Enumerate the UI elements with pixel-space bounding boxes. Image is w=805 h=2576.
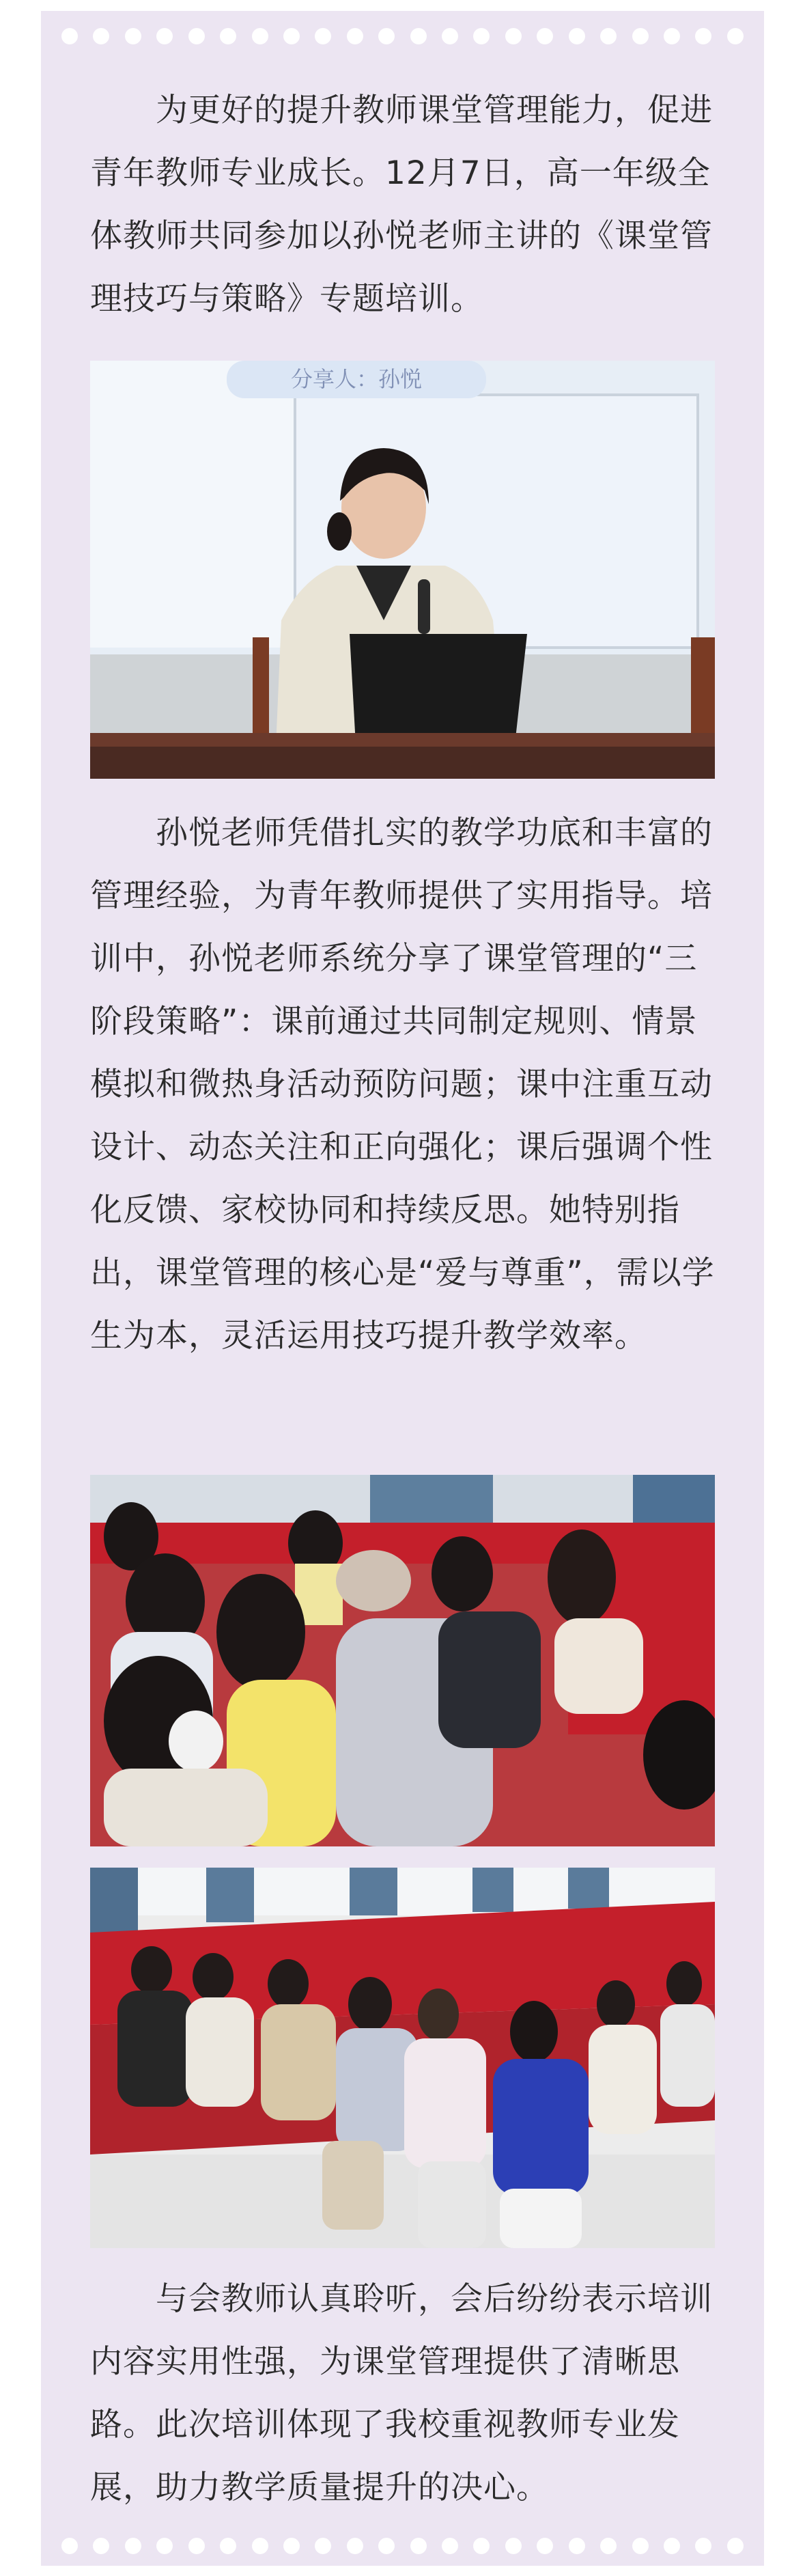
intro-paragraph: 为更好的提升教师课堂管理能力，促进青年教师专业成长。12月7日，高一年级全体教师共同参加以孙悦老师主讲的《课堂管理技巧与策略》专题培训。	[90, 92, 713, 318]
bottom-dot-border	[61, 2534, 744, 2558]
closing-paragraph: 与会教师认真聆听，会后纷纷表示培训内容实用性强，为课堂管理提供了清晰思路。此次培训体现了我校重视教师专业发展，助力教学质量提升的决心。	[90, 2280, 713, 2506]
speaker-photo	[90, 361, 715, 779]
audience-closeup-photo	[90, 1475, 715, 1846]
body-paragraph: 孙悦老师凭借扎实的教学功底和丰富的管理经验，为青年教师提供了实用指导。培训中，孙悦老师系统分享了课堂管理的“三阶段策略”：课前通过共同制定规则、情景模拟和微热身活动预防问题；课中注重互动设计、动态关注和正向强化；课后强调个性化反馈、家校协同和持续反思。她特别指出，课堂管理的核心是“爱与尊重”，需以学生为本，灵活运用技巧提升教学效率。	[90, 814, 715, 1355]
screen-caption: 分享人：孙悦	[290, 366, 423, 392]
article-card	[41, 11, 764, 2566]
auditorium-wide-photo	[90, 1868, 715, 2248]
top-dot-border	[61, 25, 744, 48]
